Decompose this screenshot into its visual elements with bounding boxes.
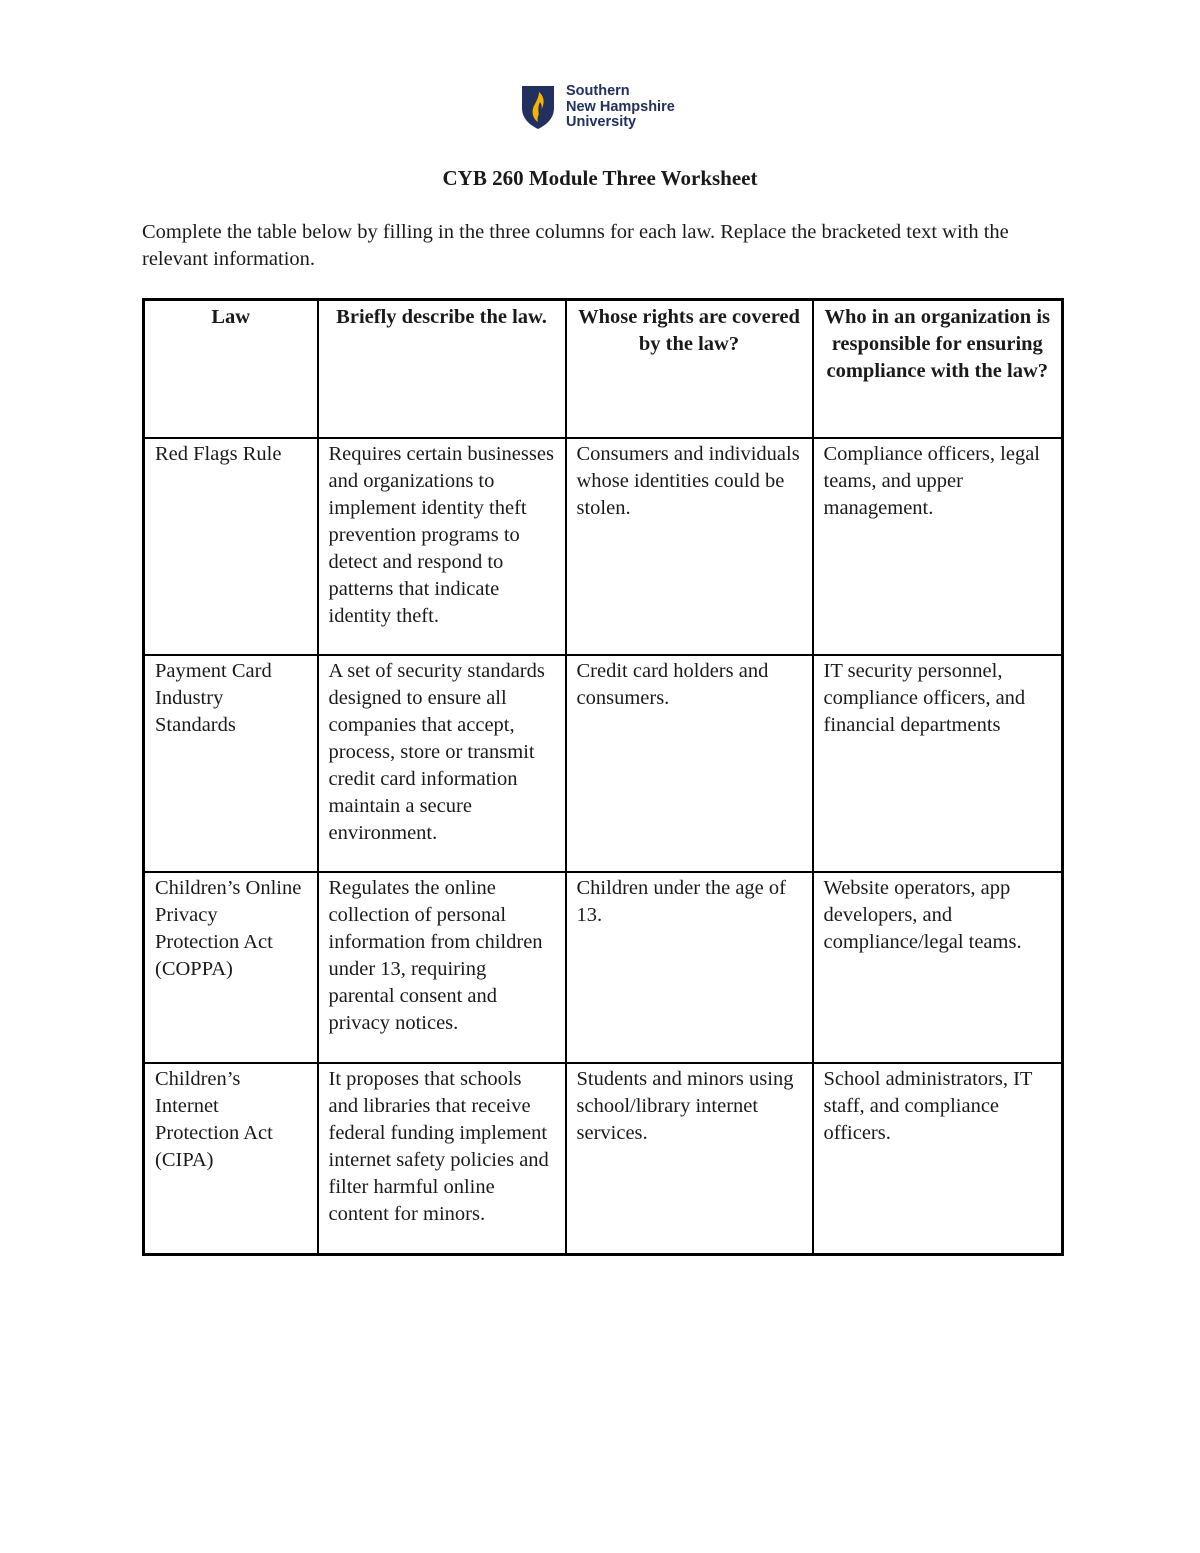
header-description: Briefly describe the law. xyxy=(318,300,566,439)
instructions-text: Complete the table below by filling in the three columns for each law. Replace the bracketed text with the relevant information. xyxy=(142,221,1009,270)
logo-line-1: Southern xyxy=(566,83,630,99)
flame-shield-icon xyxy=(520,84,556,130)
rights-cell: Credit card holders and consumers. xyxy=(566,655,813,872)
description-cell: It proposes that schools and libraries that receive federal funding implement internet safety policies and filter harmful online content for minors. xyxy=(318,1063,566,1255)
rights-cell: Students and minors using school/library internet services. xyxy=(566,1063,813,1255)
table-header-row xyxy=(144,300,1063,439)
table-row xyxy=(144,438,1063,655)
logo-line-2: New Hampshire xyxy=(566,98,675,115)
university-logo xyxy=(520,84,675,131)
header-law: Law xyxy=(144,300,318,439)
rights-cell: Consumers and individuals whose identities could be stolen. xyxy=(566,438,813,655)
description-cell: Requires certain businesses and organizations to implement identity theft prevention programs to detect and respond to patterns that indicate identity theft. xyxy=(318,438,566,655)
table-row xyxy=(144,872,1063,1063)
laws-table xyxy=(142,298,1064,1256)
responsible-cell: Compliance officers, legal teams, and upper management. xyxy=(813,438,1063,655)
responsible-cell: IT security personnel, compliance officers, and financial departments xyxy=(813,655,1063,872)
law-cell: Children’s Internet Protection Act (CIPA) xyxy=(144,1063,318,1255)
header-responsible: Who in an organization is responsible for ensuring compliance with the law? xyxy=(813,300,1063,439)
responsible-cell: Website operators, app developers, and compliance/legal teams. xyxy=(813,872,1063,1063)
header-rights: Whose rights are covered by the law? xyxy=(566,300,813,439)
page-title: CYB 260 Module Three Worksheet xyxy=(442,166,758,190)
law-cell: Payment Card Industry Standards xyxy=(144,655,318,872)
description-cell: Regulates the online collection of personal information from children under 13, requiring parental consent and privacy notices. xyxy=(318,872,566,1063)
logo-wordmark xyxy=(566,84,675,131)
law-cell: Red Flags Rule xyxy=(144,438,318,655)
description-cell: A set of security standards designed to ensure all companies that accept, process, store or transmit credit card information maintain a secure environment. xyxy=(318,655,566,872)
logo-line-3: University xyxy=(566,114,637,130)
table-row xyxy=(144,655,1063,872)
responsible-cell: School administrators, IT staff, and compliance officers. xyxy=(813,1063,1063,1255)
law-cell: Children’s Online Privacy Protection Act (COPPA) xyxy=(144,872,318,1063)
rights-cell: Children under the age of 13. xyxy=(566,872,813,1063)
table-row xyxy=(144,1063,1063,1255)
